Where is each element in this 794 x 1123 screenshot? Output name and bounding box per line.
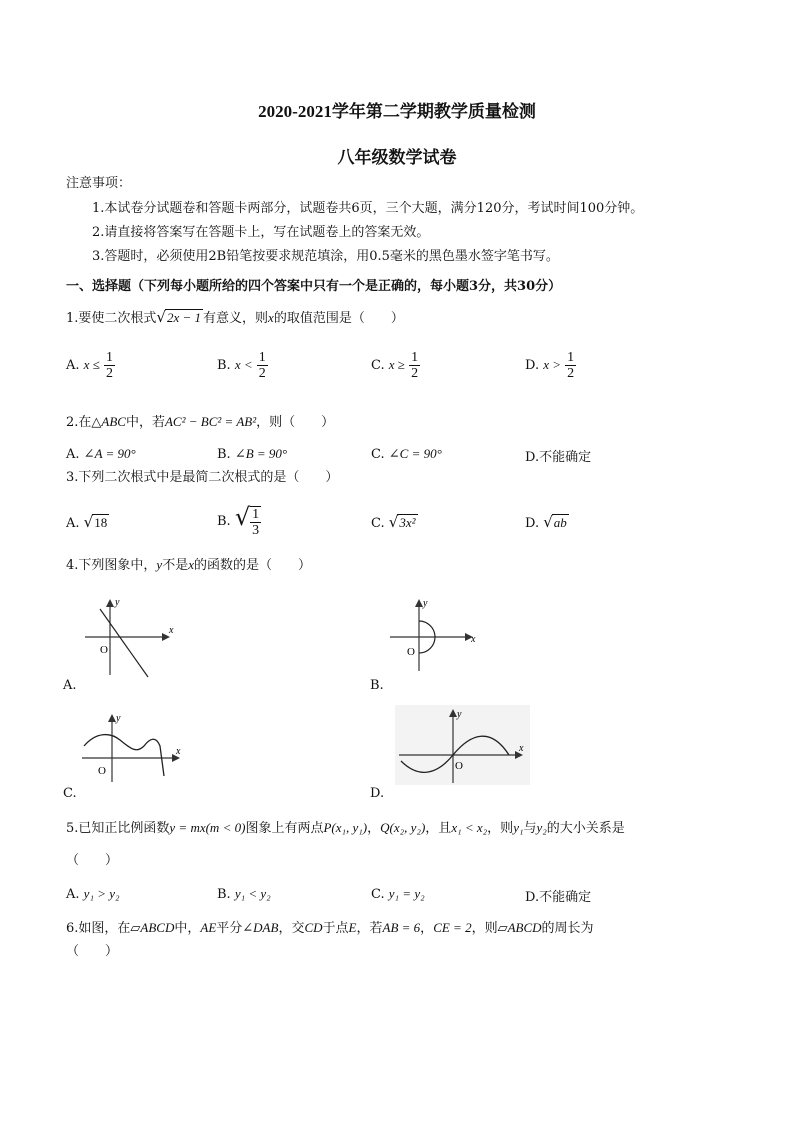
q5-option-c	[371, 886, 425, 902]
q4-label-a: A.	[63, 678, 77, 693]
q3-option-b	[217, 503, 261, 538]
q5-mid2: ，且	[425, 821, 452, 836]
option-label: A.	[66, 887, 80, 902]
q3-option-c	[371, 513, 418, 531]
origin-label: O	[455, 760, 463, 772]
y-label: y	[423, 598, 428, 609]
q4-label-d: D.	[370, 786, 385, 801]
fraction-num: 1	[252, 506, 260, 522]
option-label: B.	[217, 887, 231, 902]
q4-x: x	[188, 557, 194, 572]
question-2	[66, 414, 334, 431]
q4-pre: 4.下列图象中，	[66, 558, 157, 573]
q6-mid4: 于点	[322, 921, 349, 936]
q4-post: 的函数的是（ ）	[193, 558, 311, 573]
q6-blank: （ ）	[66, 944, 119, 959]
q4-label-c: C.	[63, 786, 77, 801]
q6-parallelogram-2: ▱ABCD	[497, 920, 542, 935]
q6-pre: 6.如图，在	[66, 921, 131, 936]
q2-mid: 中，若	[125, 415, 165, 430]
q6-mid6: ，则	[471, 921, 498, 936]
origin-label: O	[100, 644, 108, 656]
q5-point-p: P(x₁, y₁)	[323, 820, 368, 835]
notice-item-3: 3.答题时，必须使用2B铅笔按要求规范填涂，用0.5毫米的黑色墨水签字笔书写。	[92, 249, 559, 264]
q1-option-d	[525, 350, 576, 381]
option-text: y₁ < y₂	[234, 886, 271, 901]
q3-option-a	[66, 513, 109, 531]
sqrt-icon: √	[543, 513, 553, 531]
origin-label: O	[407, 646, 415, 658]
option-text: ∠A = 90°	[83, 446, 136, 461]
q4-label-b: B.	[370, 678, 384, 693]
option-label: B.	[217, 447, 231, 462]
q5-and: 与	[523, 821, 537, 836]
q1-post: 的取值范围是（ ）	[273, 311, 404, 326]
q2-post: ，则（ ）	[256, 415, 335, 430]
option-label: A.	[66, 516, 80, 531]
q5-post: 的大小关系是	[546, 821, 625, 836]
notice-item-2: 2.请直接将答案写在答题卡上，写在试题卷上的答案无效。	[92, 225, 430, 240]
y-label: y	[116, 713, 121, 724]
graph-c	[80, 710, 185, 785]
fraction	[565, 350, 576, 381]
q5-sep: ，	[367, 821, 381, 836]
q5-func: y = mx(m < 0)	[169, 820, 246, 835]
option-label: B.	[217, 358, 231, 373]
option-text: ∠B = 90°	[234, 446, 288, 461]
fraction-num: 1	[105, 350, 113, 365]
option-text: y₁ > y₂	[83, 886, 120, 901]
q6-sep: ，	[420, 921, 434, 936]
fraction	[104, 350, 115, 381]
fraction-num: 1	[411, 350, 419, 365]
q2-option-d	[525, 446, 591, 465]
option-label: D.	[525, 450, 540, 465]
q5-option-a	[66, 886, 120, 902]
x-label: x	[519, 743, 524, 754]
page-subtitle: 八年级数学试卷	[337, 148, 457, 167]
q2-triangle: △ABC	[91, 414, 126, 429]
q2-equation: AC² − BC² = AB²	[164, 414, 257, 429]
q1-var: x	[268, 310, 274, 325]
sqrt-icon: √	[83, 513, 94, 531]
option-text: 不能确定	[539, 890, 592, 905]
option-label: D.	[525, 516, 540, 531]
q5-y1: y₁	[513, 820, 524, 835]
origin-label: O	[98, 765, 106, 777]
q1-mid: 有意义，则	[203, 311, 269, 326]
graph-d	[395, 705, 530, 785]
q6-ae: AE	[200, 920, 217, 935]
option-lhs: x ≤	[83, 357, 100, 372]
q1-option-b	[217, 350, 268, 381]
fraction-num: 1	[258, 350, 266, 365]
fraction-den: 3	[252, 522, 260, 538]
option-lhs: x <	[234, 357, 253, 372]
option-lhs: x ≥	[388, 357, 405, 372]
q1-option-c	[371, 350, 420, 381]
question-3: 3.下列二次根式中是最简二次根式的是（ ）	[66, 470, 339, 485]
graph-a	[80, 595, 172, 680]
q6-mid3: ，交	[278, 921, 305, 936]
q1-pre: 1.要使二次根式	[66, 311, 157, 326]
q6-ab: AB = 6	[382, 920, 421, 935]
option-label: D.	[525, 358, 540, 373]
option-text: ∠C = 90°	[388, 446, 442, 461]
q6-cd: CD	[304, 920, 323, 935]
fraction-den: 2	[105, 366, 113, 381]
option-radicand: ab	[553, 515, 567, 530]
q1-option-a	[66, 350, 115, 381]
fraction-den: 2	[258, 366, 266, 381]
question-6	[66, 920, 594, 937]
question-1	[66, 309, 404, 327]
q6-ce: CE = 2	[433, 920, 472, 935]
q4-y: y	[156, 557, 163, 572]
q5-y2: y₂	[536, 820, 547, 835]
q6-parallelogram: ▱ABCD	[130, 920, 175, 935]
sqrt-icon: √	[234, 503, 251, 531]
x-label: x	[471, 634, 476, 645]
sqrt-icon: √	[388, 513, 399, 531]
x-label: x	[176, 746, 181, 757]
y-label: y	[457, 709, 462, 720]
fraction-den: 2	[411, 366, 419, 381]
q5-option-b	[217, 886, 271, 902]
option-radicand: 3x²	[399, 515, 416, 530]
option-label: D.	[525, 890, 540, 905]
q6-mid5: ，若	[356, 921, 383, 936]
option-label: C.	[371, 887, 385, 902]
y-arrow-icon	[106, 599, 114, 607]
q2-option-a	[66, 446, 136, 462]
q2-option-b	[217, 446, 287, 462]
q5-mid1: 图象上有两点	[245, 821, 324, 836]
q5-cond: x₁ < x₂	[451, 820, 488, 835]
option-label: A.	[66, 447, 80, 462]
option-label: C.	[371, 358, 385, 373]
notice-item-1: 1.本试卷分试题卷和答题卡两部分，试题卷共6页，三个大题，满分120分，考试时间100分钟。	[92, 201, 644, 216]
fraction-num: 1	[567, 350, 575, 365]
q5-blank: （ ）	[66, 853, 119, 868]
fraction	[257, 350, 268, 381]
fraction-den: 2	[567, 366, 575, 381]
page-title: 2020-2021学年第二学期教学质量检测	[258, 102, 536, 121]
q6-post: 的周长为	[541, 921, 594, 936]
q6-e: E	[348, 920, 357, 935]
sqrt-icon: √	[156, 308, 166, 326]
y-arrow-icon	[415, 599, 423, 607]
q6-mid2: 平分	[216, 921, 243, 936]
q4-mid: 不是	[162, 558, 189, 573]
q5-pre: 5.已知正比例函数	[66, 821, 170, 836]
graph-b	[385, 595, 477, 675]
option-radicand: 18	[94, 515, 108, 530]
option-label: B.	[217, 514, 231, 529]
x-label: x	[169, 625, 174, 636]
option-lhs: x >	[543, 357, 562, 372]
q6-mid1: 中，	[174, 921, 201, 936]
option-label: A.	[66, 358, 80, 373]
q6-angle: ∠DAB	[242, 920, 279, 935]
q2-option-c	[371, 446, 442, 462]
fraction	[250, 506, 261, 538]
y-arrow-icon	[108, 714, 116, 722]
option-text: 不能确定	[539, 450, 592, 465]
q3-option-d	[525, 513, 569, 531]
fraction	[409, 350, 420, 381]
q2-pre: 2.在	[66, 415, 92, 430]
section-heading: 一、选择题（下列每小题所给的四个答案中只有一个是正确的，每小题3分，共30分）	[66, 279, 562, 294]
q5-option-d	[525, 886, 591, 905]
option-label: C.	[371, 447, 385, 462]
function-line	[100, 609, 148, 677]
notice-heading: 注意事项：	[66, 176, 132, 191]
question-4	[66, 557, 311, 574]
wavy-curve	[84, 735, 164, 776]
q5-mid3: ，则	[487, 821, 514, 836]
question-5	[66, 820, 625, 837]
option-text: y₁ = y₂	[388, 886, 425, 901]
q5-point-q: Q(x₂, y₂)	[380, 820, 426, 835]
q1-radicand: 2x − 1	[166, 310, 202, 325]
y-label: y	[115, 597, 120, 608]
option-label: C.	[371, 516, 385, 531]
